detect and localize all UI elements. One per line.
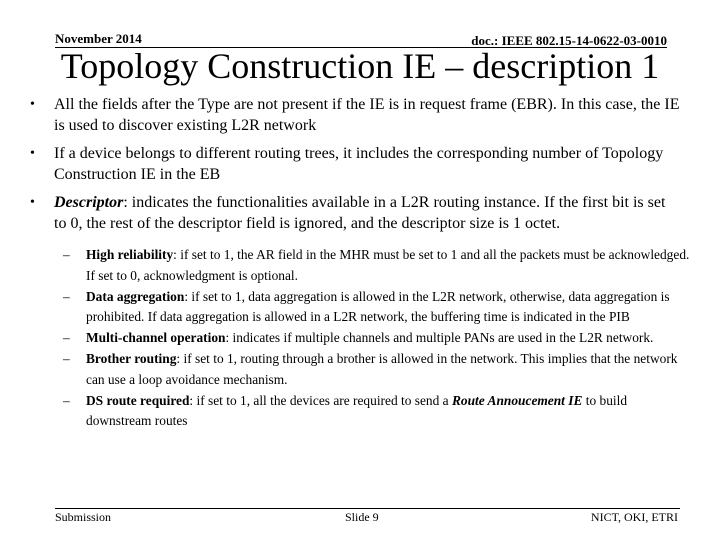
sub-bullet-item xyxy=(63,391,691,433)
bullet-item xyxy=(30,143,680,185)
sub-bullet-list xyxy=(63,245,691,432)
bullet-text: All the fields after the Type are not present if the IE is in request frame (EBR). In this case, the IE is used to discover existing L2R network xyxy=(54,96,680,134)
sub-bullet-marker: – xyxy=(63,288,70,304)
bullet-marker: • xyxy=(30,146,35,161)
header-date: November 2014 xyxy=(55,31,142,46)
sub-bullet-item xyxy=(63,287,691,329)
sub-bullet-term: High reliability xyxy=(86,247,174,262)
footer-divider xyxy=(55,508,680,509)
bullet-marker: • xyxy=(30,195,35,210)
bullet-text: : indicates the functionalities available in a L2R routing instance. If the first bit is set to 0, the rest of the descriptor field is ignored, and the descriptor size is 1 octet. xyxy=(54,194,666,232)
sub-bullet-item xyxy=(63,245,691,287)
sub-bullet-emphasis: Route Annoucement IE xyxy=(451,392,583,408)
footer-submission: Submission xyxy=(55,510,112,524)
sub-bullet-marker: – xyxy=(63,392,70,408)
slide-title: Topology Construction IE – description 1 xyxy=(60,46,660,86)
sub-bullet-text: : if set to 1, all the devices are required to send a xyxy=(189,392,452,408)
bullet-marker: • xyxy=(30,97,35,112)
sub-bullet-marker: – xyxy=(63,330,70,346)
sub-bullet-tail: to build downstream routes xyxy=(86,392,628,429)
bullet-text: If a device belongs to different routing trees, it includes the corresponding number of Topology Construction IE in the EB xyxy=(54,145,664,183)
bullet-term: Descriptor xyxy=(54,194,124,211)
sub-bullet-term: Multi-channel operation xyxy=(86,330,226,346)
sub-bullet-text: : if set to 1, the AR field in the MHR must be set to 1 and all the packets must be acknowledged. If set to 0, acknowledgment is optional. xyxy=(86,247,690,283)
sub-bullet-marker: – xyxy=(63,247,70,262)
bullet-item xyxy=(30,94,680,136)
sub-bullet-item xyxy=(63,349,691,391)
sub-bullet-marker: – xyxy=(63,350,70,366)
bullet-list xyxy=(30,94,680,241)
sub-bullet-item xyxy=(63,328,691,349)
bullet-item xyxy=(30,192,680,234)
sub-bullet-term: Brother routing xyxy=(86,350,177,366)
sub-bullet-text: : indicates if multiple channels and multiple PANs are used in the L2R network. xyxy=(225,330,654,346)
sub-bullet-term: Data aggregation xyxy=(86,288,185,304)
sub-bullet-term: DS route required xyxy=(86,392,190,408)
footer-slide-number: Slide 9 xyxy=(345,510,379,524)
sub-bullet-text: : if set to 1, routing through a brother is allowed in the network. This implies that the network can use a loop avoidance mechanism. xyxy=(86,350,678,387)
header-doc-id: doc.: IEEE 802.15-14-0622-03-0010 xyxy=(471,33,667,48)
sub-bullet-text: : if set to 1, data aggregation is allowed in the L2R network, otherwise, data aggregation is prohibited. If data aggregation is allowed in a L2R network, the buffering time is indicated in the PIB xyxy=(86,288,670,325)
footer-authors: NICT, OKI, ETRI xyxy=(590,510,678,524)
